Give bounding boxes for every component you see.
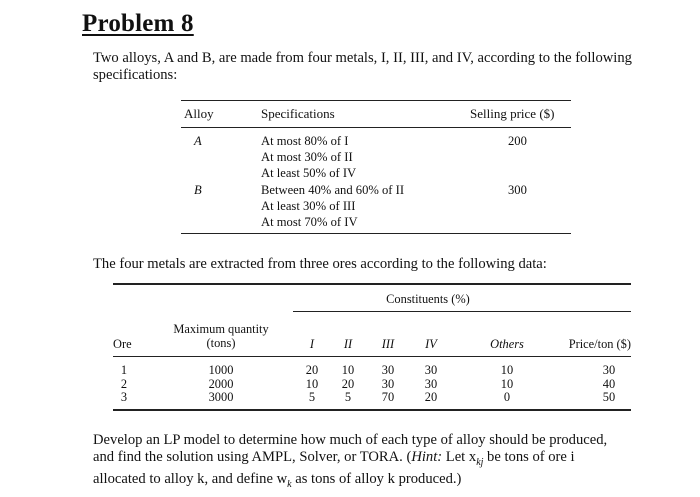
metal-i-value: 20	[305, 363, 319, 377]
header-metal-ii: II	[343, 337, 353, 351]
others-column	[480, 364, 534, 405]
spec-line: At most 80% of I	[261, 134, 349, 148]
metal-iv-value: 30	[424, 376, 438, 391]
alloy-a-specs	[261, 133, 356, 182]
table-top-rule	[181, 100, 571, 101]
price-value: 30	[602, 363, 616, 377]
table-header-rule	[181, 127, 571, 128]
alloy-b-label: B	[194, 183, 202, 197]
alloy-b-price: 300	[508, 183, 527, 197]
max-quantity-value: 1000	[208, 363, 234, 377]
constituents-header: Constituents (%)	[386, 292, 470, 306]
header-ore: Ore	[113, 337, 132, 351]
ore-number-column	[113, 364, 135, 405]
max-quantity-value: 3000	[208, 390, 234, 405]
subscript-kj: kj	[476, 456, 484, 468]
metal-ii-column	[336, 364, 360, 405]
price-value: 50	[602, 390, 616, 405]
metal-ii-value: 10	[341, 363, 355, 377]
others-value: 0	[503, 390, 511, 405]
closing-line-3: allocated to alloy k, and define $w_k$ as tons of alloy k produced.)	[93, 470, 462, 490]
metal-ii-value: 5	[344, 390, 352, 405]
others-value: 10	[500, 363, 514, 377]
header-metal-iii: III	[381, 337, 395, 351]
ore-number: 2	[120, 376, 128, 391]
ore-table	[113, 283, 631, 421]
metal-i-value: 5	[308, 390, 316, 405]
spec-line: Between 40% and 60% of II	[261, 183, 405, 197]
ore-number: 3	[120, 390, 128, 405]
spec-line: At most 30% of II	[261, 150, 353, 165]
header-max-quantity	[165, 323, 277, 350]
alloy-a-price: 200	[508, 134, 527, 148]
max-quantity-value: 2000	[208, 376, 234, 391]
price-value: 40	[602, 376, 616, 391]
spec-line: At least 50% of IV	[261, 166, 357, 181]
table-bottom-rule	[113, 409, 631, 411]
metal-iii-value: 70	[381, 390, 395, 405]
hint-label: Hint:	[411, 449, 443, 465]
spec-line: At least 30% of III	[261, 199, 356, 214]
metal-iv-value: 20	[424, 390, 438, 405]
spec-line: At most 70% of IV	[261, 215, 358, 230]
problem-title: Problem 8	[82, 10, 194, 37]
metal-i-column	[300, 364, 324, 405]
ores-intro-paragraph: The four metals are extracted from three ores according to the following data:	[93, 256, 547, 272]
metal-iv-column	[417, 364, 445, 405]
header-max-quantity-unit: (tons)	[206, 335, 236, 350]
table-top-rule	[113, 283, 631, 285]
metal-iii-column	[374, 364, 402, 405]
subscript-k: k	[287, 478, 292, 490]
price-column	[593, 364, 625, 405]
metal-iii-value: 30	[381, 363, 395, 377]
header-price-per-ton: Price/ton ($)	[568, 337, 631, 351]
closing-line-1: Develop an LP model to determine how much of each type of alloy should be produced,	[93, 432, 608, 448]
closing-paragraph	[93, 432, 663, 493]
ore-number: 1	[120, 363, 128, 377]
metal-iii-value: 30	[381, 376, 395, 391]
metal-i-value: 10	[305, 376, 319, 391]
closing-line-2: and find the solution using AMPL, Solver, or TORA. (Hint: Let $x_{kj}$ be tons of ore i	[93, 449, 575, 468]
alloy-b-specs	[261, 182, 404, 231]
header-metal-i: I	[309, 337, 315, 351]
table-header-rule	[113, 356, 631, 357]
header-metal-iv: IV	[425, 337, 437, 351]
header-alloy: Alloy	[184, 106, 214, 121]
max-quantity-column	[165, 364, 277, 405]
table-bottom-rule	[181, 233, 571, 234]
header-others: Others	[490, 337, 524, 351]
intro-paragraph: Two alloys, A and B, are made from four metals, I, II, III, and IV, according to the following specifications:	[93, 50, 632, 83]
metal-iv-value: 30	[424, 363, 438, 377]
alloy-a-label: A	[194, 134, 202, 148]
metal-ii-value: 20	[341, 376, 355, 391]
others-value: 10	[500, 376, 514, 391]
constituents-rule	[293, 311, 631, 312]
header-specifications: Specifications	[261, 106, 335, 121]
header-max-quantity-line: Maximum quantity	[173, 322, 269, 336]
header-selling-price: Selling price ($)	[470, 106, 555, 121]
